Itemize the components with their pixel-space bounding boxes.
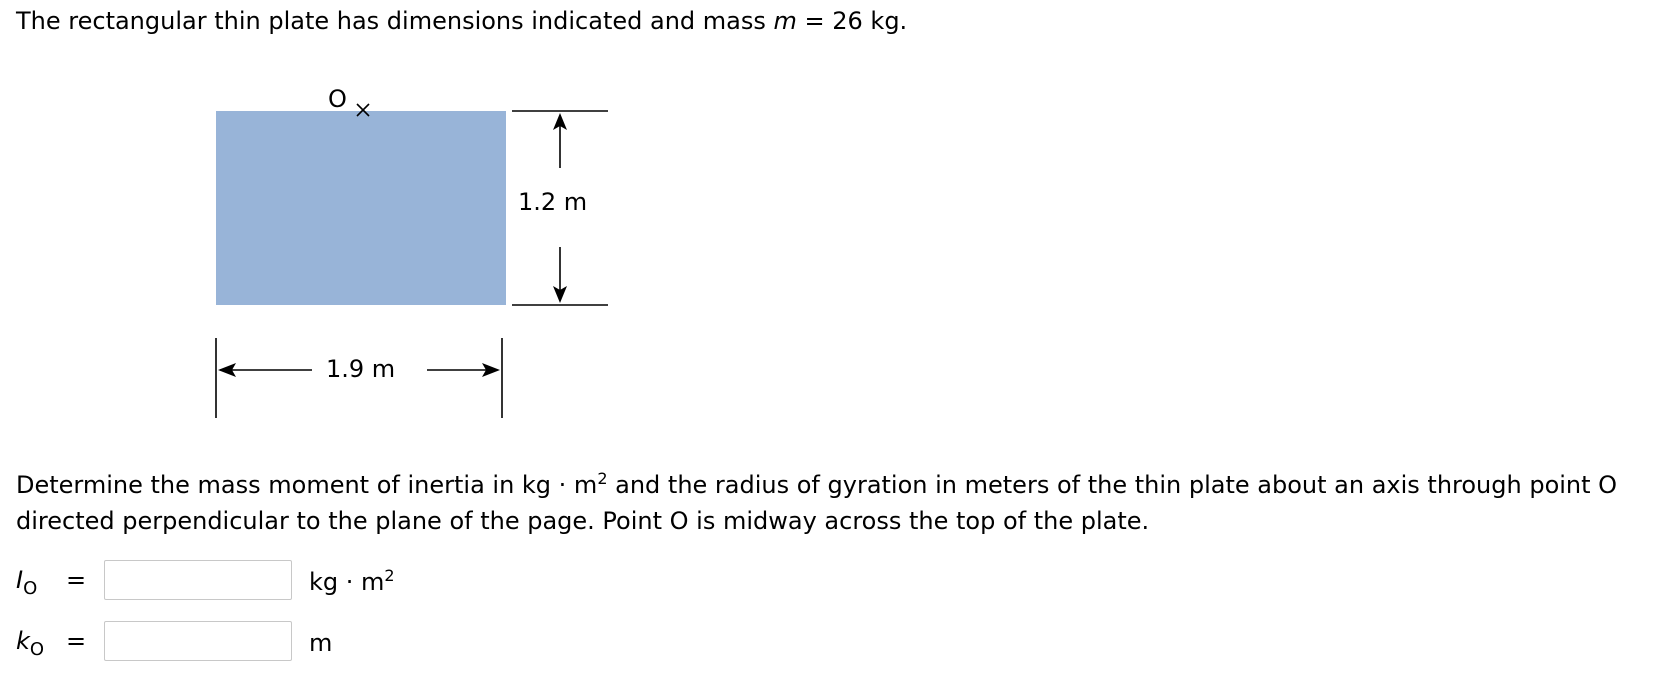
equals-sign: = xyxy=(66,627,87,655)
height-label: 1.2 m xyxy=(518,188,588,216)
question-exponent: 2 xyxy=(597,469,608,488)
width-label: 1.9 m xyxy=(326,355,396,383)
inertia-symbol: $I_O$ xyxy=(16,566,38,599)
thin-plate xyxy=(216,111,506,305)
question-part2: and the radius of gyration in meters of the thin plate about an axis through point O directed perpendicular to the plane of the page. Point O is midway across the top of the plate. xyxy=(16,471,1618,535)
intro-text: The rectangular thin plate has dimensions indicated and mass xyxy=(16,7,774,35)
mass-value: = 26 kg. xyxy=(796,7,908,35)
question-part1: Determine the mass moment of inertia in kg · m xyxy=(16,471,598,499)
gyration-unit: m xyxy=(309,629,333,657)
equals-sign: = xyxy=(66,566,87,594)
gyration-input[interactable] xyxy=(104,621,292,661)
inertia-unit: kg · $m^2$ xyxy=(309,566,395,596)
point-o-label: O xyxy=(328,85,347,113)
question-text xyxy=(16,467,1676,539)
inertia-input[interactable] xyxy=(104,560,292,600)
mass-symbol: m xyxy=(773,7,797,35)
gyration-symbol: $k_O$ xyxy=(16,627,45,660)
